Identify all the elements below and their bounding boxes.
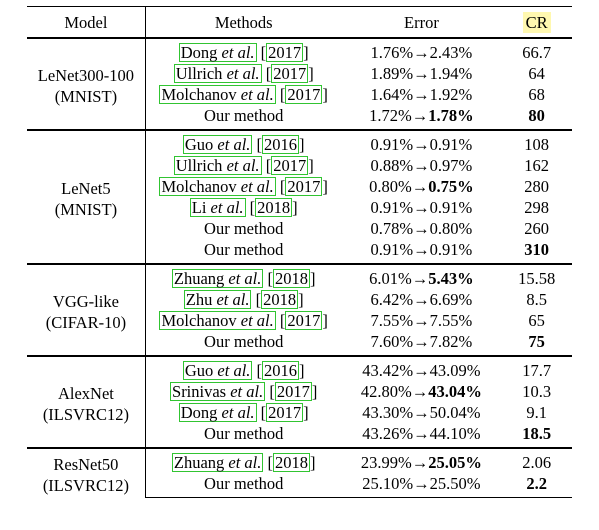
method-label: Our method	[204, 424, 284, 443]
citation-link[interactable]	[159, 311, 275, 330]
error-after: 6.69%	[429, 290, 473, 309]
citation-link[interactable]	[170, 382, 265, 401]
error-after: 50.04%	[429, 403, 481, 422]
method-label: Our method	[204, 474, 284, 493]
cr-value: 75	[528, 332, 545, 351]
error-after: 2.43%	[429, 43, 473, 62]
cr-value: 65	[528, 311, 545, 330]
citation-year-link[interactable]: 2017	[268, 43, 302, 62]
cr-cell	[501, 356, 572, 381]
arrow-icon: →	[413, 198, 430, 217]
arrow-icon: →	[411, 382, 429, 401]
error-after: 43.09%	[429, 361, 481, 380]
cr-cell	[501, 448, 572, 473]
cr-value: 298	[524, 198, 549, 217]
cr-cell	[501, 239, 572, 264]
table-row	[27, 38, 572, 63]
citation-etal: et al.	[217, 135, 251, 154]
table-row	[27, 264, 572, 289]
citation-year-link[interactable]: 2018	[263, 290, 297, 309]
cr-cell	[501, 197, 572, 218]
method-cell	[145, 218, 341, 239]
cr-value: 80	[528, 106, 545, 125]
cr-value: 310	[524, 240, 549, 259]
method-cell: Guo et al. [ 2016 ]	[145, 130, 341, 155]
error-after: 1.92%	[429, 85, 473, 104]
arrow-icon: →	[413, 240, 430, 259]
model-cell	[27, 264, 145, 356]
table-row	[27, 130, 572, 155]
citation-author: Molchanov	[161, 177, 237, 196]
dataset-name: (ILSVRC12)	[42, 404, 129, 424]
error-after: 1.78%	[428, 106, 474, 125]
error-cell	[342, 402, 502, 423]
error-before: 7.55%	[370, 311, 414, 330]
error-cell	[342, 105, 502, 130]
method-cell	[145, 331, 341, 356]
citation-year-link[interactable]: 2017	[287, 311, 321, 330]
method-label: Our method	[204, 219, 284, 238]
cr-value: 108	[524, 135, 549, 154]
error-before: 0.91%	[370, 135, 414, 154]
method-label: Our method	[204, 106, 284, 125]
cr-cell	[501, 402, 572, 423]
cr-value: 18.5	[522, 424, 552, 443]
arrow-icon: →	[413, 290, 430, 309]
header-model: Model	[27, 7, 145, 39]
citation-author: Guo	[184, 361, 214, 380]
header-row	[27, 7, 572, 39]
arrow-icon: →	[413, 424, 430, 443]
model-cell	[27, 130, 145, 264]
header-cr-label: CR	[523, 12, 551, 33]
citation-link[interactable]	[159, 177, 275, 196]
citation-etal: et al.	[221, 403, 255, 422]
model-group	[27, 38, 572, 130]
citation-etal: et al.	[221, 43, 255, 62]
error-cell	[342, 197, 502, 218]
error-after: 25.50%	[429, 474, 481, 493]
arrow-icon: →	[413, 332, 430, 351]
arrow-icon: →	[411, 269, 429, 288]
citation-author: Molchanov	[161, 311, 237, 330]
citation-year-link[interactable]: 2018	[275, 453, 309, 472]
cr-value: 8.5	[526, 290, 547, 309]
arrow-icon: →	[411, 177, 429, 196]
cr-value: 64	[528, 64, 545, 83]
error-cell	[342, 423, 502, 448]
error-before: 43.30%	[362, 403, 414, 422]
cr-value: 10.3	[522, 382, 552, 401]
citation-author: Guo	[184, 135, 214, 154]
arrow-icon: →	[413, 64, 430, 83]
cr-value: 260	[524, 219, 549, 238]
cr-cell	[501, 105, 572, 130]
error-before: 1.64%	[370, 85, 414, 104]
cr-value: 2.06	[522, 453, 552, 472]
model-cell	[27, 38, 145, 130]
error-after: 0.97%	[429, 156, 473, 175]
citation-author: Zhuang	[173, 269, 225, 288]
method-cell: Li et al. [ 2018 ]	[191, 198, 298, 217]
cr-cell	[501, 63, 572, 84]
cr-value: 66.7	[522, 43, 552, 62]
model-cell	[27, 448, 145, 498]
citation-author: Li	[191, 198, 207, 217]
citation-etal: et al.	[240, 311, 274, 330]
table-row	[27, 448, 572, 473]
citation-year-link[interactable]: 2017	[287, 177, 321, 196]
method-cell: Ullrich et al. [ 2017 ]	[175, 64, 314, 83]
method-cell	[145, 105, 341, 130]
method-cell: Srinivas et al. [ 2017 ]	[172, 382, 318, 401]
error-after: 25.05%	[428, 453, 482, 472]
cr-cell	[501, 310, 572, 331]
arrow-icon: →	[413, 403, 430, 422]
cr-cell	[501, 381, 572, 402]
cr-cell	[501, 264, 572, 289]
citation-link[interactable]	[159, 85, 275, 104]
error-before: 23.99%	[360, 453, 412, 472]
method-cell: Zhu et al. [ 2018 ]	[185, 290, 304, 309]
compression-results-table	[27, 6, 572, 498]
citation-author: Srinivas	[172, 382, 227, 401]
error-cell	[342, 310, 502, 331]
error-before: 0.91%	[370, 198, 414, 217]
arrow-icon: →	[413, 135, 430, 154]
cr-value: 68	[528, 85, 545, 104]
model-group	[27, 264, 572, 356]
arrow-icon: →	[411, 453, 429, 472]
error-cell	[342, 289, 502, 310]
citation-author: Molchanov	[161, 85, 237, 104]
arrow-icon: →	[411, 106, 429, 125]
method-cell: Zhuang et al. [ 2018 ]	[145, 264, 341, 289]
citation-etal: et al.	[240, 85, 274, 104]
cr-value: 9.1	[526, 403, 547, 422]
citation-author: Ullrich	[175, 64, 223, 83]
citation-etal: et al.	[226, 64, 260, 83]
error-cell	[342, 473, 502, 498]
method-label: Our method	[204, 332, 284, 351]
header-error: Error	[342, 7, 502, 39]
error-before: 0.80%	[369, 177, 412, 196]
header-methods: Methods	[145, 7, 341, 39]
cr-cell	[501, 331, 572, 356]
error-cell	[342, 448, 502, 473]
model-name: LeNet300-100	[37, 65, 135, 85]
arrow-icon: →	[413, 361, 430, 380]
error-after: 0.91%	[429, 198, 473, 217]
model-name: VGG-like	[52, 291, 119, 311]
error-cell	[342, 264, 502, 289]
error-cell	[342, 381, 502, 402]
citation-year-link[interactable]: 2016	[264, 361, 298, 380]
citation-year-link[interactable]: 2017	[273, 64, 307, 83]
model-name: LeNet5	[61, 178, 111, 198]
cr-value: 162	[524, 156, 549, 175]
error-after: 0.75%	[428, 177, 474, 196]
cr-cell	[501, 130, 572, 155]
citation-year-link[interactable]: 2018	[257, 198, 291, 217]
citation-link[interactable]	[174, 156, 262, 175]
dataset-name: (MNIST)	[54, 86, 118, 106]
error-before: 42.80%	[360, 382, 412, 401]
header-cr	[501, 7, 572, 39]
citation-author: Dong	[180, 403, 218, 422]
method-cell: Dong et al. [ 2017 ]	[145, 38, 341, 63]
method-cell: Ullrich et al. [ 2017 ]	[175, 156, 314, 175]
cr-cell	[501, 473, 572, 498]
cr-cell	[501, 289, 572, 310]
error-before: 1.72%	[369, 106, 412, 125]
error-before: 43.26%	[362, 424, 414, 443]
citation-author: Ullrich	[175, 156, 223, 175]
citation-link[interactable]	[179, 403, 257, 422]
citation-link[interactable]	[174, 64, 262, 83]
method-cell: Zhuang et al. [ 2018 ]	[145, 448, 341, 473]
error-after: 44.10%	[429, 424, 481, 443]
error-before: 7.60%	[370, 332, 414, 351]
method-cell: Molchanov et al. [ 2017 ]	[161, 311, 328, 330]
citation-year-link[interactable]: 2017	[276, 382, 310, 401]
arrow-icon: →	[413, 156, 430, 175]
error-cell	[342, 63, 502, 84]
dataset-name: (MNIST)	[54, 199, 118, 219]
method-cell	[145, 423, 341, 448]
citation-link[interactable]	[183, 135, 253, 154]
error-after: 0.91%	[429, 135, 473, 154]
error-after: 1.94%	[429, 64, 473, 83]
cr-cell	[501, 176, 572, 197]
error-before: 25.10%	[362, 474, 414, 493]
dataset-name: (ILSVRC12)	[42, 475, 129, 495]
citation-etal: et al.	[228, 269, 262, 288]
table-row	[27, 356, 572, 381]
citation-etal: et al.	[228, 453, 262, 472]
error-before: 1.76%	[370, 43, 414, 62]
model-group	[27, 130, 572, 264]
method-cell	[145, 239, 341, 264]
arrow-icon: →	[413, 85, 430, 104]
error-after: 7.82%	[429, 332, 473, 351]
citation-author: Zhu	[185, 290, 213, 309]
citation-link[interactable]	[172, 453, 264, 472]
citation-link[interactable]	[172, 269, 264, 288]
error-after: 43.04%	[428, 382, 482, 401]
citation-year-link[interactable]: 2017	[287, 85, 321, 104]
citation-link[interactable]	[183, 361, 253, 380]
error-before: 0.78%	[370, 219, 414, 238]
arrow-icon: →	[413, 474, 430, 493]
citation-etal: et al.	[226, 156, 260, 175]
citation-etal: et al.	[210, 198, 244, 217]
dataset-name: (CIFAR-10)	[45, 312, 127, 332]
error-cell	[342, 155, 502, 176]
error-before: 0.88%	[370, 156, 414, 175]
citation-year-link[interactable]: 2017	[268, 403, 302, 422]
model-name: AlexNet	[57, 383, 114, 403]
method-cell: Molchanov et al. [ 2017 ]	[161, 177, 328, 196]
arrow-icon: →	[413, 219, 430, 238]
method-cell: Guo et al. [ 2016 ]	[145, 356, 341, 381]
model-group	[27, 448, 572, 498]
error-before: 6.01%	[369, 269, 412, 288]
error-cell	[342, 176, 502, 197]
model-group	[27, 356, 572, 448]
citation-link[interactable]	[179, 43, 257, 62]
method-cell: Molchanov et al. [ 2017 ]	[161, 85, 328, 104]
error-cell	[342, 239, 502, 264]
cr-value: 2.2	[526, 474, 547, 493]
citation-link[interactable]	[184, 290, 252, 309]
error-after: 0.91%	[429, 240, 473, 259]
error-cell	[342, 84, 502, 105]
error-after: 7.55%	[429, 311, 473, 330]
citation-link[interactable]	[190, 198, 246, 217]
cr-cell	[501, 155, 572, 176]
model-cell	[27, 356, 145, 448]
cr-value: 280	[524, 177, 549, 196]
model-name: ResNet50	[53, 454, 119, 474]
error-after: 0.80%	[429, 219, 473, 238]
error-before: 6.42%	[370, 290, 414, 309]
error-after: 5.43%	[428, 269, 474, 288]
method-label: Our method	[204, 240, 284, 259]
error-cell	[342, 356, 502, 381]
citation-etal: et al.	[217, 361, 251, 380]
method-cell	[145, 473, 341, 498]
cr-cell	[501, 84, 572, 105]
cr-cell	[501, 423, 572, 448]
citation-etal: et al.	[230, 382, 264, 401]
citation-year-link[interactable]: 2018	[275, 269, 309, 288]
error-cell	[342, 38, 502, 63]
cr-cell	[501, 218, 572, 239]
citation-author: Zhuang	[173, 453, 225, 472]
error-before: 1.89%	[370, 64, 414, 83]
error-before: 43.42%	[362, 361, 414, 380]
error-cell	[342, 218, 502, 239]
citation-author: Dong	[180, 43, 218, 62]
arrow-icon: →	[413, 43, 430, 62]
arrow-icon: →	[413, 311, 430, 330]
citation-year-link[interactable]: 2017	[273, 156, 307, 175]
citation-etal: et al.	[216, 290, 250, 309]
citation-etal: et al.	[240, 177, 274, 196]
cr-cell	[501, 38, 572, 63]
cr-value: 17.7	[522, 361, 552, 380]
cr-value: 15.58	[518, 269, 556, 288]
citation-year-link[interactable]: 2016	[264, 135, 298, 154]
error-before: 0.91%	[370, 240, 414, 259]
error-cell	[342, 331, 502, 356]
method-cell: Dong et al. [ 2017 ]	[180, 403, 309, 422]
error-cell	[342, 130, 502, 155]
